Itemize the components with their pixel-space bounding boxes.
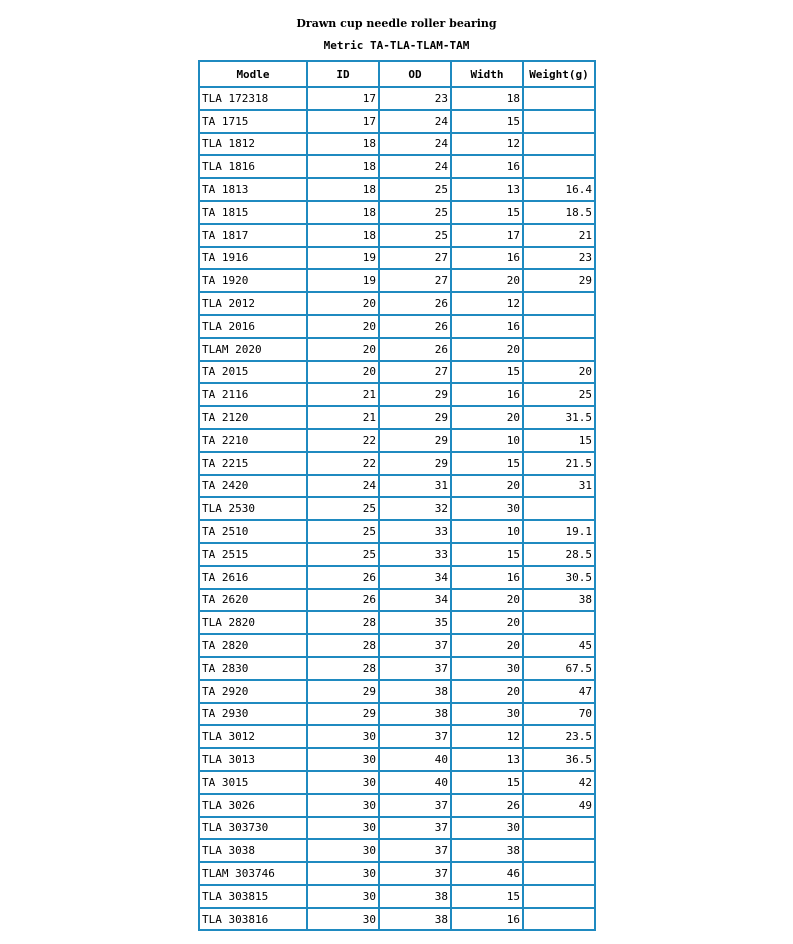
cell-width: 16 bbox=[452, 384, 524, 407]
cell-id: 30 bbox=[308, 749, 380, 772]
cell-id: 30 bbox=[308, 840, 380, 863]
cell-model: TLA 303730 bbox=[200, 818, 308, 841]
cell-model: TLA 2016 bbox=[200, 316, 308, 339]
cell-weight: 21.5 bbox=[524, 453, 596, 476]
cell-width: 15 bbox=[452, 544, 524, 567]
table-row bbox=[200, 567, 596, 590]
cell-width: 15 bbox=[452, 772, 524, 795]
cell-weight: 31.5 bbox=[524, 407, 596, 430]
cell-weight: 47 bbox=[524, 681, 596, 704]
cell-model: TLA 303815 bbox=[200, 886, 308, 909]
cell-weight bbox=[524, 909, 596, 932]
cell-weight: 31 bbox=[524, 476, 596, 499]
cell-od: 33 bbox=[380, 544, 452, 567]
cell-model: TA 2620 bbox=[200, 590, 308, 613]
cell-width: 17 bbox=[452, 225, 524, 248]
cell-od: 29 bbox=[380, 453, 452, 476]
table-row bbox=[200, 658, 596, 681]
cell-width: 38 bbox=[452, 840, 524, 863]
cell-id: 21 bbox=[308, 384, 380, 407]
page-title: Drawn cup needle roller bearing bbox=[296, 17, 497, 30]
table-row bbox=[200, 681, 596, 704]
cell-width: 16 bbox=[452, 567, 524, 590]
cell-width: 20 bbox=[452, 270, 524, 293]
table-body bbox=[200, 88, 596, 931]
cell-model: TA 1817 bbox=[200, 225, 308, 248]
cell-od: 37 bbox=[380, 658, 452, 681]
cell-od: 40 bbox=[380, 749, 452, 772]
cell-weight: 67.5 bbox=[524, 658, 596, 681]
table-row bbox=[200, 590, 596, 613]
cell-id: 18 bbox=[308, 225, 380, 248]
column-header-weight: Weight(g) bbox=[524, 62, 596, 88]
table-header-row bbox=[200, 62, 596, 88]
cell-model: TA 2210 bbox=[200, 430, 308, 453]
cell-weight: 16.4 bbox=[524, 179, 596, 202]
cell-id: 30 bbox=[308, 772, 380, 795]
cell-id: 25 bbox=[308, 498, 380, 521]
table-row bbox=[200, 818, 596, 841]
cell-id: 30 bbox=[308, 863, 380, 886]
cell-id: 18 bbox=[308, 202, 380, 225]
cell-weight: 29 bbox=[524, 270, 596, 293]
table-row bbox=[200, 704, 596, 727]
cell-width: 13 bbox=[452, 749, 524, 772]
page-subtitle: Metric TA-TLA-TLAM-TAM bbox=[323, 39, 470, 52]
cell-weight: 23.5 bbox=[524, 726, 596, 749]
cell-weight bbox=[524, 339, 596, 362]
cell-width: 10 bbox=[452, 430, 524, 453]
cell-id: 28 bbox=[308, 658, 380, 681]
table-row bbox=[200, 612, 596, 635]
cell-id: 21 bbox=[308, 407, 380, 430]
cell-width: 20 bbox=[452, 407, 524, 430]
cell-width: 16 bbox=[452, 248, 524, 271]
table-row bbox=[200, 134, 596, 157]
table-row bbox=[200, 225, 596, 248]
cell-od: 37 bbox=[380, 795, 452, 818]
cell-width: 13 bbox=[452, 179, 524, 202]
cell-weight bbox=[524, 316, 596, 339]
cell-id: 18 bbox=[308, 179, 380, 202]
cell-width: 16 bbox=[452, 909, 524, 932]
cell-id: 20 bbox=[308, 362, 380, 385]
cell-model: TLA 3026 bbox=[200, 795, 308, 818]
cell-model: TA 2510 bbox=[200, 521, 308, 544]
cell-weight: 20 bbox=[524, 362, 596, 385]
cell-od: 35 bbox=[380, 612, 452, 635]
cell-od: 25 bbox=[380, 179, 452, 202]
cell-weight bbox=[524, 134, 596, 157]
cell-model: TA 1916 bbox=[200, 248, 308, 271]
cell-model: TLA 1812 bbox=[200, 134, 308, 157]
cell-id: 17 bbox=[308, 111, 380, 134]
table-row bbox=[200, 886, 596, 909]
cell-od: 37 bbox=[380, 840, 452, 863]
cell-weight: 18.5 bbox=[524, 202, 596, 225]
table-row bbox=[200, 795, 596, 818]
cell-od: 33 bbox=[380, 521, 452, 544]
cell-model: TLA 3013 bbox=[200, 749, 308, 772]
cell-od: 27 bbox=[380, 270, 452, 293]
cell-id: 30 bbox=[308, 886, 380, 909]
cell-weight: 45 bbox=[524, 635, 596, 658]
table-row bbox=[200, 316, 596, 339]
cell-od: 26 bbox=[380, 339, 452, 362]
table-row bbox=[200, 248, 596, 271]
cell-id: 28 bbox=[308, 612, 380, 635]
cell-id: 30 bbox=[308, 909, 380, 932]
cell-weight: 28.5 bbox=[524, 544, 596, 567]
table-row bbox=[200, 179, 596, 202]
bearing-table bbox=[198, 60, 596, 931]
cell-weight: 25 bbox=[524, 384, 596, 407]
cell-weight: 49 bbox=[524, 795, 596, 818]
cell-id: 22 bbox=[308, 430, 380, 453]
cell-width: 20 bbox=[452, 681, 524, 704]
cell-od: 29 bbox=[380, 384, 452, 407]
cell-id: 28 bbox=[308, 635, 380, 658]
table-row bbox=[200, 362, 596, 385]
cell-model: TA 1813 bbox=[200, 179, 308, 202]
table-row bbox=[200, 270, 596, 293]
cell-weight bbox=[524, 498, 596, 521]
cell-od: 38 bbox=[380, 704, 452, 727]
column-header-width: Width bbox=[452, 62, 524, 88]
table-row bbox=[200, 521, 596, 544]
table-row bbox=[200, 407, 596, 430]
cell-width: 15 bbox=[452, 362, 524, 385]
cell-model: TA 2920 bbox=[200, 681, 308, 704]
cell-width: 16 bbox=[452, 156, 524, 179]
cell-id: 18 bbox=[308, 156, 380, 179]
cell-weight: 15 bbox=[524, 430, 596, 453]
table-row bbox=[200, 749, 596, 772]
cell-id: 30 bbox=[308, 726, 380, 749]
cell-model: TLAM 303746 bbox=[200, 863, 308, 886]
cell-id: 20 bbox=[308, 339, 380, 362]
cell-model: TLA 2012 bbox=[200, 293, 308, 316]
table-row bbox=[200, 772, 596, 795]
cell-weight: 21 bbox=[524, 225, 596, 248]
cell-od: 25 bbox=[380, 202, 452, 225]
column-header-model: Modle bbox=[200, 62, 308, 88]
cell-id: 20 bbox=[308, 293, 380, 316]
cell-model: TLAM 2020 bbox=[200, 339, 308, 362]
cell-od: 37 bbox=[380, 818, 452, 841]
table-row bbox=[200, 384, 596, 407]
cell-model: TLA 3038 bbox=[200, 840, 308, 863]
cell-width: 46 bbox=[452, 863, 524, 886]
cell-width: 15 bbox=[452, 886, 524, 909]
cell-model: TA 1920 bbox=[200, 270, 308, 293]
cell-model: TA 2015 bbox=[200, 362, 308, 385]
cell-width: 12 bbox=[452, 134, 524, 157]
table-row bbox=[200, 635, 596, 658]
cell-weight bbox=[524, 88, 596, 111]
cell-od: 38 bbox=[380, 886, 452, 909]
cell-id: 19 bbox=[308, 248, 380, 271]
cell-model: TLA 3012 bbox=[200, 726, 308, 749]
column-header-id: ID bbox=[308, 62, 380, 88]
cell-od: 26 bbox=[380, 293, 452, 316]
cell-id: 17 bbox=[308, 88, 380, 111]
cell-width: 16 bbox=[452, 316, 524, 339]
table-row bbox=[200, 430, 596, 453]
cell-weight: 19.1 bbox=[524, 521, 596, 544]
table-row bbox=[200, 498, 596, 521]
cell-weight bbox=[524, 156, 596, 179]
cell-weight bbox=[524, 612, 596, 635]
cell-od: 26 bbox=[380, 316, 452, 339]
table-row bbox=[200, 863, 596, 886]
cell-width: 12 bbox=[452, 293, 524, 316]
cell-od: 37 bbox=[380, 635, 452, 658]
cell-width: 20 bbox=[452, 590, 524, 613]
column-header-od: OD bbox=[380, 62, 452, 88]
table-row bbox=[200, 840, 596, 863]
cell-model: TA 1715 bbox=[200, 111, 308, 134]
cell-weight bbox=[524, 293, 596, 316]
cell-model: TA 2820 bbox=[200, 635, 308, 658]
cell-weight bbox=[524, 818, 596, 841]
cell-model: TA 1815 bbox=[200, 202, 308, 225]
cell-od: 32 bbox=[380, 498, 452, 521]
cell-width: 30 bbox=[452, 658, 524, 681]
cell-width: 10 bbox=[452, 521, 524, 544]
cell-od: 29 bbox=[380, 407, 452, 430]
table-row bbox=[200, 111, 596, 134]
cell-od: 25 bbox=[380, 225, 452, 248]
table-row bbox=[200, 88, 596, 111]
cell-id: 29 bbox=[308, 704, 380, 727]
cell-model: TLA 1816 bbox=[200, 156, 308, 179]
cell-width: 15 bbox=[452, 111, 524, 134]
cell-weight bbox=[524, 886, 596, 909]
table-row bbox=[200, 293, 596, 316]
cell-width: 20 bbox=[452, 476, 524, 499]
cell-id: 26 bbox=[308, 590, 380, 613]
cell-weight: 30.5 bbox=[524, 567, 596, 590]
cell-width: 12 bbox=[452, 726, 524, 749]
cell-model: TA 2420 bbox=[200, 476, 308, 499]
cell-id: 26 bbox=[308, 567, 380, 590]
table-row bbox=[200, 909, 596, 932]
cell-model: TA 2616 bbox=[200, 567, 308, 590]
cell-weight: 36.5 bbox=[524, 749, 596, 772]
cell-weight: 42 bbox=[524, 772, 596, 795]
cell-od: 23 bbox=[380, 88, 452, 111]
table-row bbox=[200, 476, 596, 499]
table-row bbox=[200, 544, 596, 567]
cell-width: 26 bbox=[452, 795, 524, 818]
cell-weight: 70 bbox=[524, 704, 596, 727]
cell-weight bbox=[524, 840, 596, 863]
cell-model: TA 3015 bbox=[200, 772, 308, 795]
cell-width: 20 bbox=[452, 612, 524, 635]
cell-id: 22 bbox=[308, 453, 380, 476]
cell-id: 20 bbox=[308, 316, 380, 339]
cell-od: 29 bbox=[380, 430, 452, 453]
cell-id: 30 bbox=[308, 795, 380, 818]
cell-id: 25 bbox=[308, 521, 380, 544]
table-row bbox=[200, 453, 596, 476]
cell-model: TLA 2530 bbox=[200, 498, 308, 521]
cell-width: 15 bbox=[452, 453, 524, 476]
cell-id: 24 bbox=[308, 476, 380, 499]
cell-od: 37 bbox=[380, 726, 452, 749]
cell-od: 34 bbox=[380, 567, 452, 590]
cell-model: TA 2930 bbox=[200, 704, 308, 727]
cell-od: 38 bbox=[380, 909, 452, 932]
cell-id: 19 bbox=[308, 270, 380, 293]
cell-id: 25 bbox=[308, 544, 380, 567]
cell-weight: 23 bbox=[524, 248, 596, 271]
table-row bbox=[200, 726, 596, 749]
cell-id: 29 bbox=[308, 681, 380, 704]
cell-weight: 38 bbox=[524, 590, 596, 613]
cell-od: 24 bbox=[380, 134, 452, 157]
table-row bbox=[200, 339, 596, 362]
cell-od: 37 bbox=[380, 863, 452, 886]
cell-od: 38 bbox=[380, 681, 452, 704]
cell-width: 20 bbox=[452, 339, 524, 362]
cell-model: TA 2215 bbox=[200, 453, 308, 476]
cell-model: TA 2120 bbox=[200, 407, 308, 430]
cell-od: 34 bbox=[380, 590, 452, 613]
cell-width: 15 bbox=[452, 202, 524, 225]
cell-width: 30 bbox=[452, 498, 524, 521]
cell-width: 20 bbox=[452, 635, 524, 658]
cell-od: 24 bbox=[380, 111, 452, 134]
cell-od: 40 bbox=[380, 772, 452, 795]
cell-od: 27 bbox=[380, 362, 452, 385]
table-row bbox=[200, 202, 596, 225]
cell-weight bbox=[524, 863, 596, 886]
cell-model: TA 2515 bbox=[200, 544, 308, 567]
table-row bbox=[200, 156, 596, 179]
cell-model: TA 2116 bbox=[200, 384, 308, 407]
cell-od: 31 bbox=[380, 476, 452, 499]
cell-id: 30 bbox=[308, 818, 380, 841]
cell-width: 30 bbox=[452, 818, 524, 841]
cell-id: 18 bbox=[308, 134, 380, 157]
cell-model: TLA 172318 bbox=[200, 88, 308, 111]
cell-weight bbox=[524, 111, 596, 134]
cell-width: 18 bbox=[452, 88, 524, 111]
cell-model: TA 2830 bbox=[200, 658, 308, 681]
cell-model: TLA 2820 bbox=[200, 612, 308, 635]
cell-od: 24 bbox=[380, 156, 452, 179]
cell-model: TLA 303816 bbox=[200, 909, 308, 932]
cell-od: 27 bbox=[380, 248, 452, 271]
cell-width: 30 bbox=[452, 704, 524, 727]
